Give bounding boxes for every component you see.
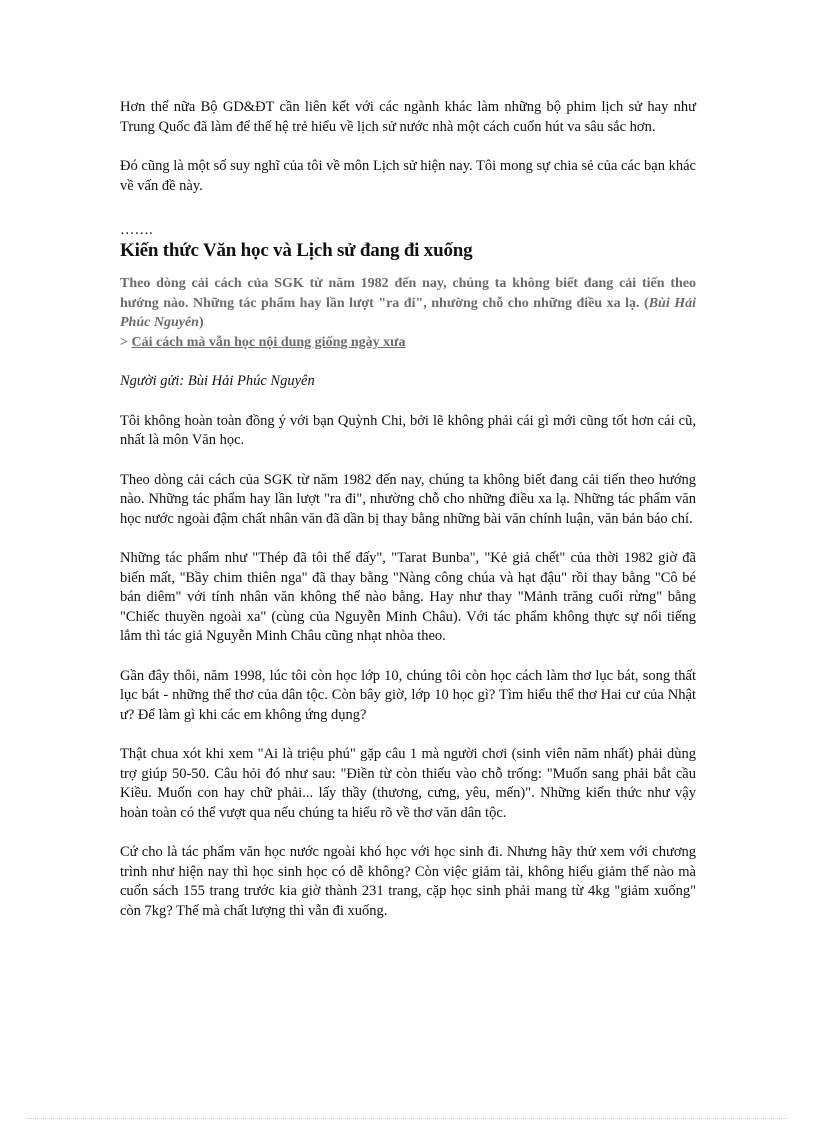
document-page	[120, 98, 696, 921]
page-bottom-divider	[28, 1118, 788, 1119]
lead-close: )	[198, 315, 204, 330]
lead-text: Theo dòng cải cách của SGK từ năm 1982 đến nay, chúng ta không biết đang cải tiến theo hướng nào. Những tác phẩm hay lần lượt "ra đi", nhường chỗ cho những điều xa lạ. (	[120, 276, 696, 311]
separator: …….	[120, 222, 153, 238]
article-sender: Người gửi: Bùi Hải Phúc Nguyên	[120, 373, 315, 389]
article-paragraph: Những tác phẩm như "Thép đã tôi thế đấy", "Tarat Bunba", "Kẻ giả chết" của thời 1982 giờ đã biến mất, "Bầy chim thiên nga" đã thay bằng "Nàng công chúa và hạt đậu" rồi thay bằng "Cô bé bán diêm" với tính nhân văn không thể nào bằng. Hay như thay "Mảnh trăng cuối rừng" bằng "Chiếc thuyền ngoài xa" (cùng của Nguyễn Minh Châu). Với tác phẩm không thực sự nổi tiếng lắm thì tác giả Nguyễn Minh Châu cũng nhạt nhòa theo.	[120, 550, 696, 644]
article-paragraph: Tôi không hoàn toàn đồng ý với bạn Quỳnh Chi, bởi lẽ không phải cái gì mới cũng tốt hơn cái cũ, nhất là môn Văn học.	[120, 412, 696, 448]
article-paragraph: Thật chua xót khi xem "Ai là triệu phú" gặp câu 1 mà người chơi (sinh viên năm nhất) phải dùng trợ giúp 50-50. Câu hỏi đó như sau: "Điền từ còn thiếu vào chỗ trống: "Muốn sang phải bắt cầu Kiều. Muốn con hay chữ phải... lấy thầy (thương, cưng, yêu, mến)". Những kiến thức như vậy hoàn toàn có thể vượt qua nếu chúng ta hiểu rõ về thơ văn dân tộc.	[120, 746, 696, 821]
lead-author: Bùi Hải Phúc Nguyên	[120, 295, 696, 330]
article-title: Kiến thức Văn học và Lịch sử đang đi xuống	[120, 240, 473, 261]
intro-paragraph-2: Đó cũng là một số suy nghĩ của tôi về môn Lịch sử hiện nay. Tôi mong sự chia sẻ của các bạn khác về vấn đề này.	[120, 158, 696, 194]
related-article-link[interactable]: Cải cách mà vẫn học nội dung giống ngày xưa	[131, 334, 406, 350]
article-paragraph: Gần đây thôi, năm 1998, lúc tôi còn học lớp 10, chúng tôi còn học cách làm thơ lục bát, song thất lục bát - những thể thơ của dân tộc. Còn bây giờ, lớp 10 học gì? Tìm hiểu thể thơ Hai cư của Nhật ư? Để làm gì khi các em không ứng dụng?	[120, 667, 696, 723]
article-lead	[120, 274, 696, 333]
article-paragraph: Theo dòng cải cách của SGK từ năm 1982 đến nay, chúng ta không biết đang cải tiến theo hướng nào. Những tác phẩm hay lần lượt "ra đi", nhường chỗ cho những điều xa lạ. Những tác phẩm văn học nước ngoài đậm chất nhân văn đã dần bị thay bằng những bài văn chính luận, văn bản báo chí.	[120, 471, 696, 527]
related-prefix: >	[120, 334, 132, 350]
intro-paragraph-1: Hơn thế nữa Bộ GD&ĐT cần liên kết với các ngành khác làm những bộ phim lịch sử hay như Trung Quốc đã làm để thế hệ trẻ hiểu về lịch sử nước nhà một cách cuốn hút va sâu sắc hơn.	[120, 99, 696, 135]
related-article	[120, 333, 696, 353]
article-paragraph: Cứ cho là tác phẩm văn học nước ngoài khó học với học sinh đi. Nhưng hãy thử xem với chương trình như hiện nay thì học sinh học có dễ không? Còn việc giảm tải, không hiểu giảm thế nào mà cuốn sách 155 trang trước kia giờ thành 231 trang, cặp học sinh phải mang từ 4kg "giảm xuống" còn 7kg? Thế mà chất lượng thì vẫn đi xuống.	[120, 844, 696, 919]
